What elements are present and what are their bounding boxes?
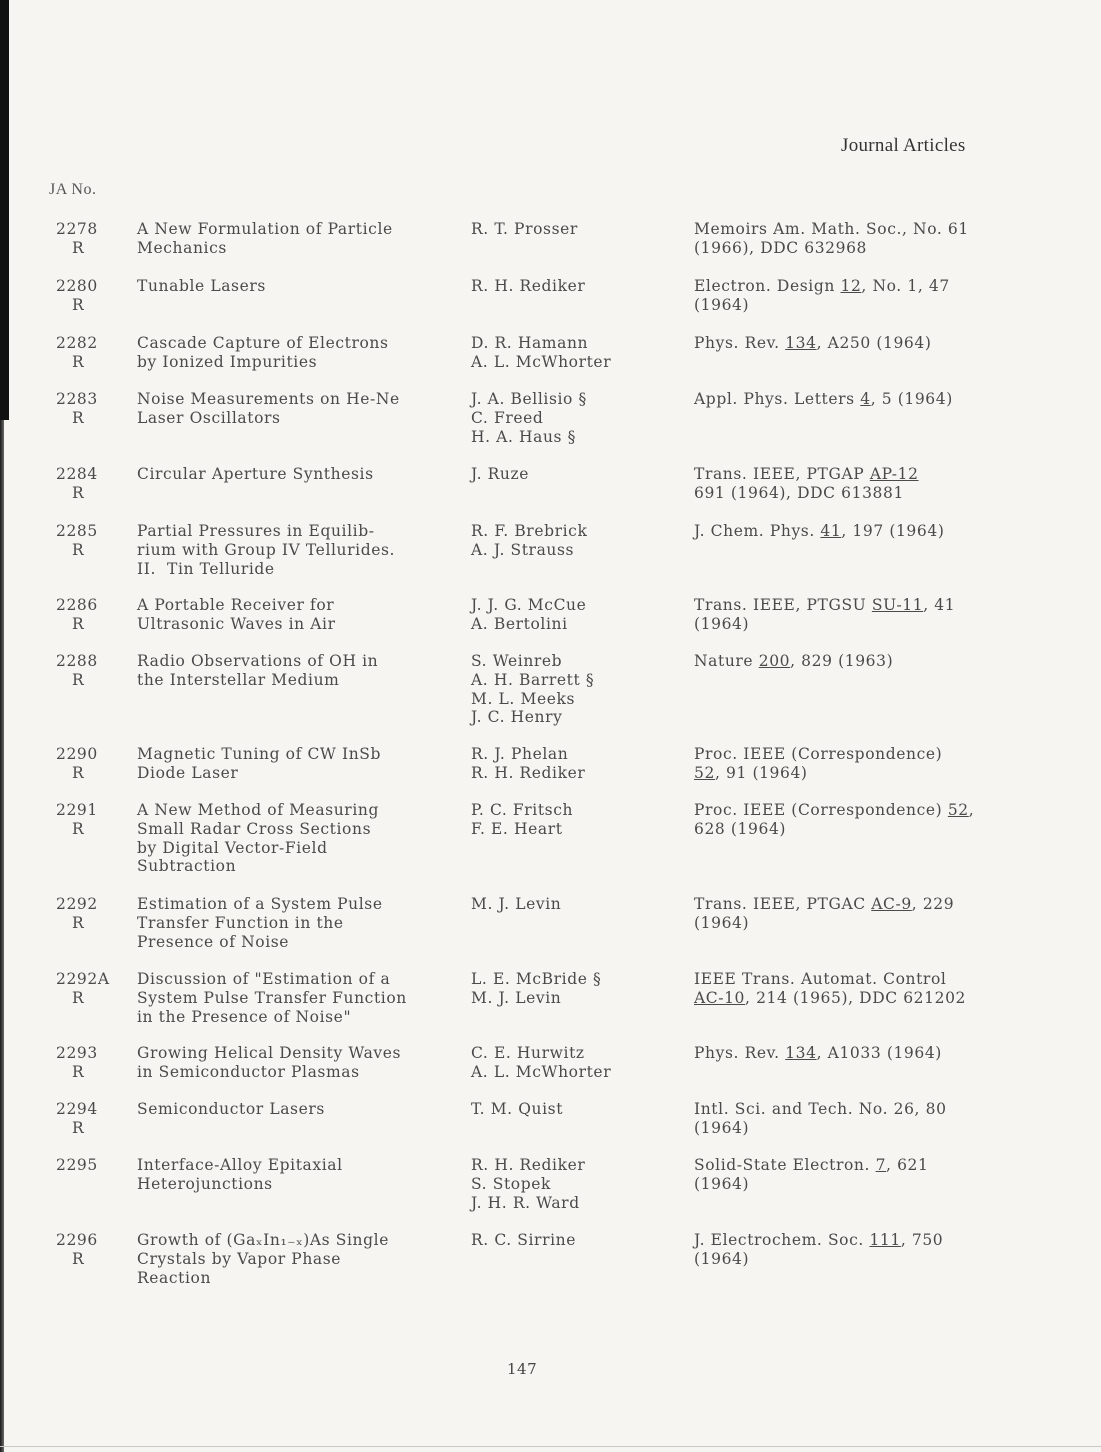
citation-line	[694, 895, 1094, 914]
author-name: A. Bertolini	[471, 614, 568, 633]
citation-line	[694, 596, 1094, 615]
author-name: M. J. Levin	[471, 988, 562, 1007]
ja-number-value: 2282	[56, 334, 98, 352]
citation-volume: AC-9	[871, 895, 912, 913]
article-citation	[694, 895, 1094, 933]
page-number: 147	[507, 1360, 538, 1378]
ja-number	[56, 1100, 126, 1138]
citation-volume: 134	[785, 334, 817, 352]
citation-line	[694, 745, 1094, 764]
article-citation	[694, 277, 1094, 315]
article-title-line: in the Presence of Noise"	[137, 1007, 352, 1026]
article-citation	[694, 652, 1094, 671]
article-authors	[471, 970, 681, 1008]
ja-number-value: 2285	[56, 522, 98, 540]
citation-line	[694, 1044, 1094, 1063]
author-name: R. C. Sirrine	[471, 1231, 576, 1249]
article-citation	[694, 1231, 1094, 1269]
ja-number	[56, 596, 126, 634]
article-title-line: by Digital Vector-Field	[137, 838, 328, 857]
citation-text: Phys. Rev.	[694, 1044, 786, 1062]
citation-text: Phys. Rev.	[694, 334, 786, 352]
ja-number-value: 2280	[56, 277, 98, 295]
article-title-line: Growth of (GaₓIn₁₋ₓ)As Single	[137, 1231, 389, 1249]
citation-volume: 4	[860, 390, 871, 408]
ja-report-flag: R	[72, 1118, 85, 1137]
ja-report-flag: R	[72, 408, 85, 427]
author-name: T. M. Quist	[471, 1100, 564, 1118]
citation-text: IEEE Trans. Automat. Control	[694, 970, 947, 988]
citation-text: , 750	[900, 1231, 944, 1249]
article-title	[137, 390, 457, 428]
author-name: P. C. Fritsch	[471, 801, 574, 819]
citation-text: (1966), DDC 632968	[694, 238, 868, 257]
ja-number	[56, 334, 126, 372]
citation-text: , 214 (1965), DDC 621202	[745, 988, 966, 1007]
citation-volume: 52	[694, 763, 715, 782]
citation-line	[694, 296, 1094, 315]
author-name: J. H. R. Ward	[471, 1193, 580, 1212]
citation-text: , 5 (1964)	[870, 390, 953, 408]
article-title-line: Diode Laser	[137, 763, 239, 782]
article-title-line: Reaction	[137, 1268, 212, 1287]
article-title-line: by Ionized Impurities	[137, 352, 318, 371]
article-citation	[694, 220, 1094, 258]
citation-text: , No. 1, 47	[861, 277, 950, 295]
citation-line	[694, 334, 1094, 353]
article-authors	[471, 745, 681, 783]
author-name: R. H. Rediker	[471, 1156, 586, 1174]
citation-text: , 229	[911, 895, 955, 913]
ja-number	[56, 390, 126, 428]
article-title-line: Growing Helical Density Waves	[137, 1044, 402, 1062]
article-citation	[694, 390, 1094, 409]
citation-text: , 91 (1964)	[714, 763, 808, 782]
article-title	[137, 1231, 457, 1287]
ja-number	[56, 1231, 126, 1269]
citation-text: (1964)	[694, 1249, 750, 1268]
article-citation	[694, 745, 1094, 783]
author-name: A. L. McWhorter	[471, 1062, 612, 1081]
citation-text: Memoirs Am. Math. Soc., No. 61	[694, 220, 969, 238]
citation-volume: 111	[869, 1231, 901, 1249]
ja-report-flag: R	[72, 352, 85, 371]
ja-number	[56, 745, 126, 783]
article-authors	[471, 1231, 681, 1250]
article-citation	[694, 334, 1094, 353]
citation-line	[694, 465, 1094, 484]
citation-text: , 197 (1964)	[841, 522, 945, 540]
article-title-line: Transfer Function in the	[137, 913, 344, 932]
article-authors	[471, 1100, 681, 1119]
citation-volume: 52	[947, 801, 969, 819]
ja-number	[56, 652, 126, 690]
citation-line	[694, 1231, 1094, 1250]
article-title-line: Mechanics	[137, 238, 227, 257]
article-title	[137, 334, 457, 372]
article-citation	[694, 1100, 1094, 1138]
article-title	[137, 652, 457, 690]
citation-text: Intl. Sci. and Tech. No. 26, 80	[694, 1100, 947, 1118]
ja-number-value: 2291	[56, 801, 98, 819]
article-title-line: Interface-Alloy Epitaxial	[137, 1156, 343, 1174]
author-name: L. E. McBride §	[471, 970, 602, 988]
citation-text: Nature	[694, 652, 759, 670]
article-title-line: II. Tin Telluride	[137, 559, 275, 578]
ja-number	[56, 801, 126, 839]
ja-report-flag: R	[72, 1249, 85, 1268]
citation-line	[694, 277, 1094, 296]
article-title	[137, 970, 457, 1026]
citation-text: ,	[968, 801, 975, 819]
citation-volume: 200	[758, 652, 791, 670]
citation-line	[694, 970, 1094, 989]
article-authors	[471, 334, 681, 372]
ja-number-value: 2292	[56, 895, 98, 913]
article-title-line: Discussion of "Estimation of a	[137, 970, 391, 988]
ja-number	[56, 465, 126, 503]
article-title-line: rium with Group IV Tellurides.	[137, 540, 396, 559]
author-name: A. H. Barrett §	[471, 670, 595, 689]
ja-number	[56, 522, 126, 560]
article-title-line: Cascade Capture of Electrons	[137, 334, 389, 352]
citation-line	[694, 801, 1094, 820]
scan-edge-dark	[0, 0, 9, 420]
article-title-line: Subtraction	[137, 857, 237, 876]
article-title-line: Heterojunctions	[137, 1174, 273, 1193]
citation-text: , 621	[886, 1156, 929, 1174]
ja-report-flag: R	[72, 819, 85, 838]
article-authors	[471, 1044, 681, 1082]
author-name: J. C. Henry	[471, 708, 563, 727]
ja-number-value: 2284	[56, 465, 98, 483]
citation-line	[694, 1175, 1094, 1194]
article-citation	[694, 465, 1094, 503]
citation-text: , A250 (1964)	[816, 334, 932, 352]
author-name: A. J. Strauss	[471, 540, 575, 559]
ja-number-value: 2286	[56, 596, 98, 614]
ja-report-flag: R	[72, 988, 85, 1007]
ja-number-value: 2296	[56, 1231, 98, 1249]
citation-text: Trans. IEEE, PTGSU	[694, 596, 872, 614]
citation-text: J. Chem. Phys.	[694, 522, 821, 540]
citation-text: Proc. IEEE (Correspondence)	[694, 801, 948, 819]
citation-text: (1964)	[694, 1118, 750, 1137]
citation-line	[694, 390, 1094, 409]
article-title-line: Partial Pressures in Equilib-	[137, 522, 375, 540]
article-title	[137, 522, 457, 578]
article-title-line: A Portable Receiver for	[137, 596, 335, 614]
article-title	[137, 895, 457, 951]
article-citation	[694, 1044, 1094, 1063]
ja-report-flag: R	[72, 1062, 85, 1081]
citation-text: , A1033 (1964)	[816, 1044, 942, 1062]
article-citation	[694, 1156, 1094, 1194]
ja-report-flag: R	[72, 763, 85, 782]
column-label-ja-no: JA No.	[49, 181, 97, 198]
article-title-line: Semiconductor Lasers	[137, 1100, 325, 1118]
article-title-line: Presence of Noise	[137, 932, 290, 951]
author-name: H. A. Haus §	[471, 427, 576, 446]
citation-text: 628 (1964)	[694, 819, 787, 838]
citation-volume: 134	[785, 1044, 817, 1062]
ja-report-flag: R	[72, 913, 85, 932]
author-name: F. E. Heart	[471, 819, 563, 838]
citation-line	[694, 1250, 1094, 1269]
author-name: R. T. Prosser	[471, 220, 578, 238]
citation-line	[694, 989, 1094, 1008]
author-name: M. L. Meeks	[471, 689, 576, 708]
article-authors	[471, 390, 681, 446]
citation-text: Proc. IEEE (Correspondence)	[694, 745, 943, 763]
ja-number	[56, 1044, 126, 1082]
article-title	[137, 277, 457, 296]
citation-text: Trans. IEEE, PTGAC	[694, 895, 872, 913]
article-authors	[471, 895, 681, 914]
author-name: J. A. Bellisio §	[471, 390, 587, 408]
citation-text: (1964)	[694, 295, 750, 314]
citation-text: Solid-State Electron.	[694, 1156, 876, 1174]
article-title	[137, 1100, 457, 1119]
citation-line	[694, 1156, 1094, 1175]
ja-number-value: 2290	[56, 745, 98, 763]
article-authors	[471, 277, 681, 296]
citation-text: (1964)	[694, 913, 750, 932]
author-name: J. Ruze	[471, 465, 530, 483]
citation-line	[694, 764, 1094, 783]
article-authors	[471, 522, 681, 560]
ja-number-value: 2283	[56, 390, 98, 408]
citation-line	[694, 1119, 1094, 1138]
citation-volume: 41	[820, 522, 842, 540]
citation-line	[694, 652, 1094, 671]
scan-bottom-edge	[0, 1446, 1101, 1447]
author-name: M. J. Levin	[471, 895, 562, 913]
citation-text: 691 (1964), DDC 613881	[694, 483, 904, 502]
citation-volume: 7	[875, 1156, 887, 1174]
ja-number-value: 2292A	[56, 970, 110, 988]
article-title-line: Radio Observations of OH in	[137, 652, 379, 670]
article-citation	[694, 522, 1094, 541]
article-citation	[694, 801, 1094, 839]
article-title-line: Tunable Lasers	[137, 277, 266, 295]
article-authors	[471, 801, 681, 839]
author-name: S. Stopek	[471, 1174, 551, 1193]
citation-line	[694, 484, 1094, 503]
author-name: R. F. Brebrick	[471, 522, 588, 540]
article-citation	[694, 596, 1094, 634]
article-title-line: Ultrasonic Waves in Air	[137, 614, 336, 633]
ja-number	[56, 220, 126, 258]
citation-volume: 12	[840, 277, 862, 295]
author-name: D. R. Hamann	[471, 334, 589, 352]
article-authors	[471, 652, 681, 727]
author-name: R. J. Phelan	[471, 745, 569, 763]
article-authors	[471, 220, 681, 239]
citation-text: , 41	[923, 596, 956, 614]
section-heading: Journal Articles	[841, 135, 966, 156]
article-title-line: the Interstellar Medium	[137, 670, 340, 689]
article-title-line: Small Radar Cross Sections	[137, 819, 372, 838]
citation-volume: AC-10	[694, 988, 746, 1007]
ja-report-flag: R	[72, 670, 85, 689]
ja-report-flag: R	[72, 295, 85, 314]
citation-volume: SU-11	[871, 596, 924, 614]
ja-report-flag: R	[72, 540, 85, 559]
author-name: S. Weinreb	[471, 652, 563, 670]
citation-text: , 829 (1963)	[790, 652, 894, 670]
ja-number	[56, 1156, 126, 1175]
article-title	[137, 220, 457, 258]
article-authors	[471, 465, 681, 484]
citation-line	[694, 914, 1094, 933]
ja-number	[56, 895, 126, 933]
ja-number-value: 2278	[56, 220, 98, 238]
article-title-line: in Semiconductor Plasmas	[137, 1062, 360, 1081]
article-title-line: A New Method of Measuring	[137, 801, 379, 819]
citation-text: Electron. Design	[694, 277, 841, 295]
article-authors	[471, 1156, 681, 1212]
ja-report-flag: R	[72, 238, 85, 257]
article-authors	[471, 596, 681, 634]
citation-text: Trans. IEEE, PTGAP	[694, 465, 870, 483]
article-title-line: A New Formulation of Particle	[137, 220, 393, 238]
citation-line	[694, 522, 1094, 541]
article-title-line: System Pulse Transfer Function	[137, 988, 407, 1007]
article-title-line: Laser Oscillators	[137, 408, 281, 427]
author-name: A. L. McWhorter	[471, 352, 612, 371]
article-title-line: Magnetic Tuning of CW InSb	[137, 745, 382, 763]
ja-report-flag: R	[72, 614, 85, 633]
citation-line	[694, 220, 1094, 239]
article-title	[137, 801, 457, 876]
article-title-line: Crystals by Vapor Phase	[137, 1249, 342, 1268]
article-title-line: Estimation of a System Pulse	[137, 895, 383, 913]
ja-number	[56, 277, 126, 315]
citation-text: J. Electrochem. Soc.	[694, 1231, 870, 1249]
ja-number-value: 2288	[56, 652, 98, 670]
citation-text: Appl. Phys. Letters	[694, 390, 861, 408]
ja-report-flag: R	[72, 483, 85, 502]
author-name: J. J. G. McCue	[471, 596, 587, 614]
ja-number-value: 2294	[56, 1100, 98, 1118]
article-title	[137, 1156, 457, 1194]
citation-line	[694, 615, 1094, 634]
article-title-line: Noise Measurements on He-Ne	[137, 390, 400, 408]
article-title	[137, 745, 457, 783]
citation-line	[694, 1100, 1094, 1119]
author-name: R. H. Rediker	[471, 763, 586, 782]
citation-volume: AP-12	[869, 465, 919, 483]
citation-text: (1964)	[694, 1174, 750, 1193]
author-name: R. H. Rediker	[471, 277, 586, 295]
author-name: C. Freed	[471, 408, 544, 427]
ja-number-value: 2295	[56, 1156, 98, 1174]
ja-number	[56, 970, 126, 1008]
author-name: C. E. Hurwitz	[471, 1044, 585, 1062]
citation-line	[694, 820, 1094, 839]
citation-text: (1964)	[694, 614, 750, 633]
article-title	[137, 1044, 457, 1082]
citation-line	[694, 239, 1094, 258]
article-citation	[694, 970, 1094, 1008]
article-title-line: Circular Aperture Synthesis	[137, 465, 374, 483]
article-title	[137, 596, 457, 634]
article-title	[137, 465, 457, 484]
ja-number-value: 2293	[56, 1044, 98, 1062]
